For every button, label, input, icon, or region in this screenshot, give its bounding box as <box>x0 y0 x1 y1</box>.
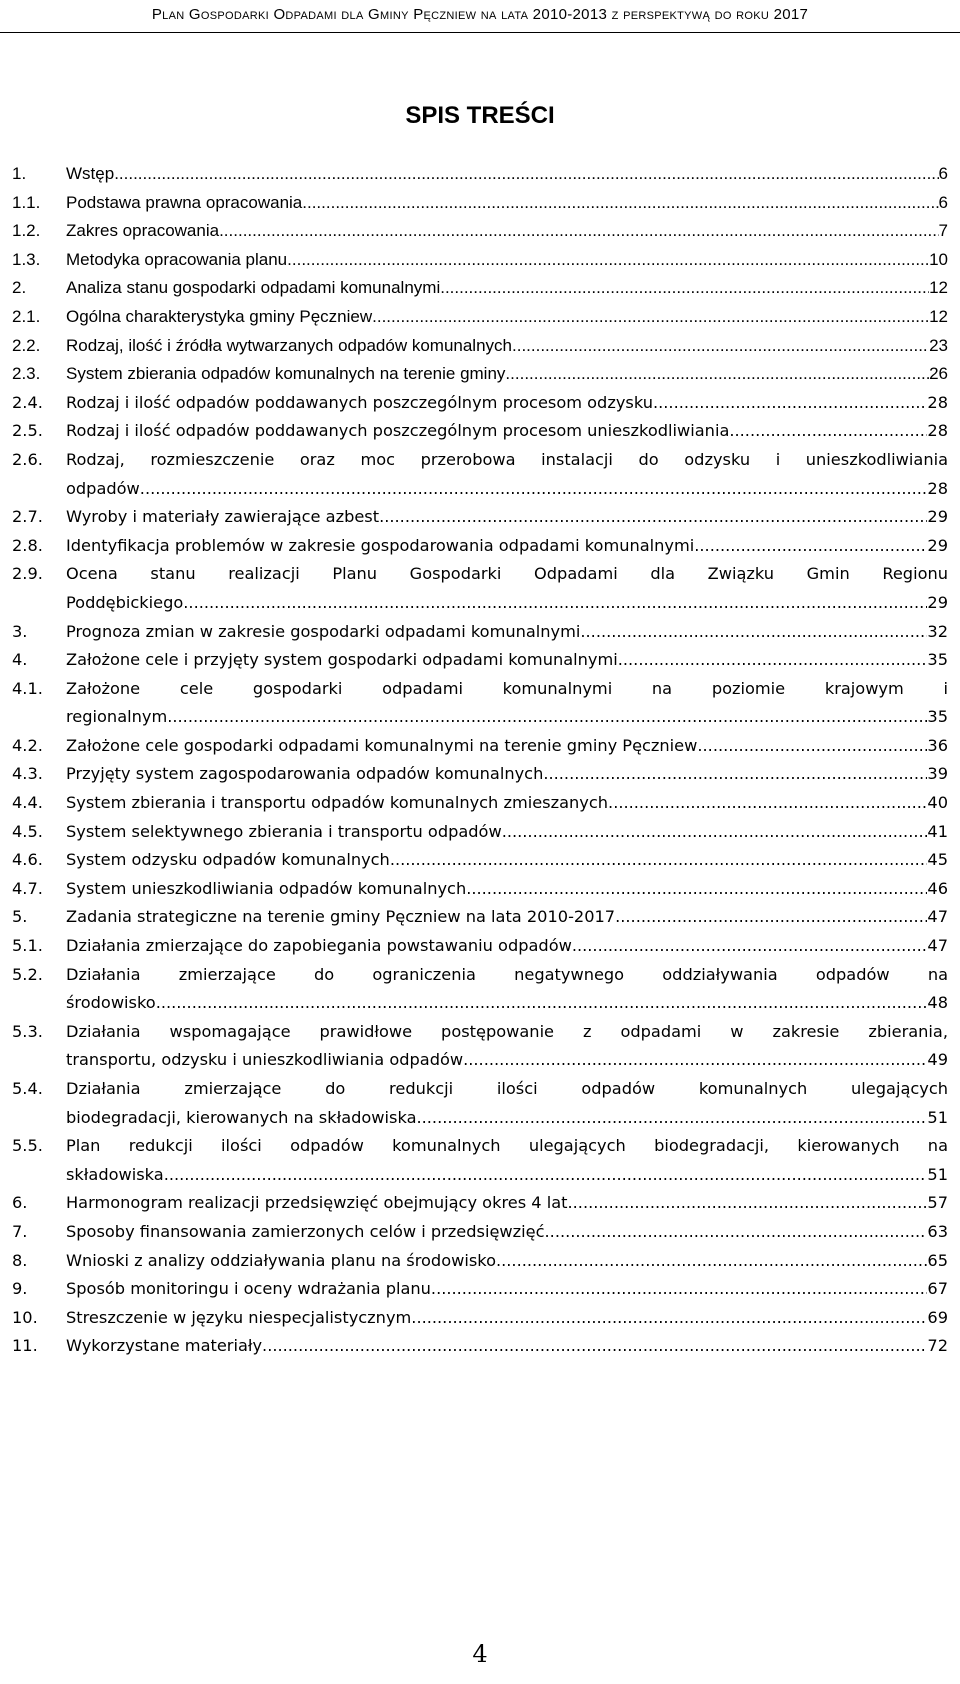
dot-leader <box>466 875 927 904</box>
dot-leader <box>379 503 927 532</box>
toc-entry-title: Działania wspomagające prawidłowe postępowanie z odpadami w zakresie zbierania, <box>66 1021 948 1041</box>
toc-entry-title-continued: transportu, odzysku i unieszkodliwiania odpadów <box>66 1050 464 1070</box>
toc-entry-title: Podstawa prawna opracowania <box>66 192 303 212</box>
toc-entry-page: 23 <box>929 335 948 355</box>
toc-entry-title: Ocena stanu realizacji Planu Gospodarki Odpadami dla Związku Gmin Regionu <box>66 564 948 584</box>
toc-entry-page: 35 <box>927 707 948 727</box>
toc-entry-number: 9. <box>12 1279 28 1299</box>
dot-leader <box>302 189 938 218</box>
toc-entry-number: 5. <box>12 907 28 927</box>
toc-entry-title: Założone cele gospodarki odpadami komunalnymi na terenie gminy Pęczniew <box>66 735 698 755</box>
dot-leader <box>440 274 929 303</box>
dot-leader <box>372 303 929 332</box>
toc-entry-page: 6 <box>938 192 948 212</box>
toc-entry[interactable] <box>12 189 948 218</box>
dot-leader <box>618 646 928 675</box>
toc-entry-number: 1.1. <box>12 192 41 212</box>
toc-entry-title: Wyroby i materiały zawierające azbest <box>66 507 380 527</box>
dot-leader <box>505 360 929 389</box>
toc-entry[interactable] <box>12 1304 948 1333</box>
toc-entry-title: Założone cele i przyjęty system gospodarki odpadami komunalnymi <box>66 650 618 670</box>
toc-entry-number: 2.1. <box>12 306 41 326</box>
toc-entry[interactable] <box>12 760 948 789</box>
toc-entry-title: Działania zmierzające do redukcji ilości odpadów komunalnych ulegających <box>66 1079 948 1098</box>
toc-entry-page: 12 <box>929 306 948 326</box>
toc-entry-page: 29 <box>927 535 948 555</box>
dot-leader <box>417 1104 928 1133</box>
toc-entry-number: 2.4. <box>12 392 43 412</box>
toc-entry[interactable] <box>12 446 948 503</box>
toc-entry[interactable] <box>12 646 948 675</box>
toc-entry-page: 29 <box>927 592 948 612</box>
toc-entry-title: Analiza stanu gospodarki odpadami komunalnymi <box>66 278 441 298</box>
dot-leader <box>262 1332 927 1361</box>
toc-entry-title: Wykorzystane materiały <box>66 1336 263 1356</box>
toc-entry-number: 2.9. <box>12 564 43 584</box>
dot-leader <box>543 760 927 789</box>
toc-title: SPIS TREŚCI <box>405 102 555 129</box>
toc-entry-page: 36 <box>927 735 948 755</box>
toc-entry-page: 51 <box>927 1107 948 1127</box>
toc-entry-title: System unieszkodliwiania odpadów komunalnych <box>66 878 467 898</box>
toc-entry-number: 4.2. <box>12 735 43 755</box>
toc-entry[interactable] <box>12 217 948 246</box>
toc-entry-number: 4.1. <box>12 678 43 698</box>
dot-leader <box>729 417 927 446</box>
dot-leader <box>608 789 927 818</box>
toc-entry-page: 39 <box>927 764 948 784</box>
dot-leader <box>431 1275 927 1304</box>
toc-entry[interactable] <box>12 1275 948 1304</box>
dot-leader <box>572 932 928 961</box>
toc-entry-page: 26 <box>929 364 948 384</box>
table-of-contents <box>12 160 948 1361</box>
toc-entry[interactable] <box>12 1132 948 1189</box>
toc-entry[interactable] <box>12 503 948 532</box>
toc-entry-number: 4.3. <box>12 764 43 784</box>
toc-entry-title: Działania zmierzające do ograniczenia negatywnego oddziaływania odpadów na <box>66 964 948 984</box>
dot-leader <box>463 1046 927 1075</box>
dot-leader <box>615 903 927 932</box>
dot-leader <box>287 246 929 275</box>
running-header: Plan Gospodarki Odpadami dla Gminy Pęczniew na lata 2010-2013 z perspektywą do roku 2017 <box>151 6 809 23</box>
toc-entry[interactable] <box>12 675 948 732</box>
toc-entry-page: 57 <box>927 1193 948 1213</box>
toc-entry-number: 4.6. <box>12 850 43 870</box>
toc-entry-title-continued: składowiska <box>66 1164 164 1184</box>
toc-entry-title: Harmonogram realizacji przedsięwzięć obejmujący okres 4 lat <box>66 1193 568 1213</box>
toc-entry-page: 47 <box>927 936 948 956</box>
toc-entry-title-continued: Poddębickiego <box>66 592 184 612</box>
toc-entry-page: 72 <box>927 1336 948 1356</box>
toc-entry-title: Sposoby finansowania zamierzonych celów i przedsięwzięć <box>66 1221 545 1241</box>
toc-entry[interactable] <box>12 932 948 961</box>
toc-entry-title: Działania zmierzające do zapobiegania powstawaniu odpadów <box>66 936 572 956</box>
toc-entry[interactable] <box>12 961 948 1018</box>
page-number: 4 <box>472 1640 488 1668</box>
toc-entry[interactable] <box>12 846 948 875</box>
header-rule <box>0 32 960 33</box>
toc-entry-page: 10 <box>929 249 948 269</box>
toc-entry-number: 4. <box>12 650 28 670</box>
dot-leader <box>167 703 927 732</box>
toc-entry-page: 35 <box>927 650 948 670</box>
toc-entry-number: 8. <box>12 1250 28 1270</box>
toc-entry[interactable] <box>12 417 948 446</box>
toc-entry-title: System zbierania i transportu odpadów komunalnych zmieszanych <box>66 793 609 813</box>
toc-entry[interactable] <box>12 1332 948 1361</box>
toc-entry-title: Rodzaj i ilość odpadów poddawanych poszczególnym procesom unieszkodliwiania <box>66 421 730 441</box>
dot-leader <box>653 389 927 418</box>
toc-entry-title: Ogólna charakterystyka gminy Pęczniew <box>66 306 373 326</box>
dot-leader <box>183 589 927 618</box>
toc-entry-page: 49 <box>927 1050 948 1070</box>
dot-leader <box>568 1189 928 1218</box>
toc-entry-page: 28 <box>927 478 948 498</box>
toc-entry-number: 2.6. <box>12 449 43 469</box>
toc-entry[interactable] <box>12 360 948 389</box>
toc-entry[interactable] <box>12 818 948 847</box>
toc-entry-page: 47 <box>927 907 948 927</box>
toc-entry-title-continued: środowisko <box>66 993 156 1013</box>
toc-entry[interactable] <box>12 1189 948 1218</box>
toc-entry-title: Przyjęty system zagospodarowania odpadów komunalnych <box>66 764 544 784</box>
toc-entry-page: 63 <box>927 1221 948 1241</box>
toc-entry-page: 69 <box>927 1307 948 1327</box>
toc-entry-page: 28 <box>927 392 948 412</box>
toc-entry-title-continued: biodegradacji, kierowanych na składowiska <box>66 1107 417 1127</box>
toc-entry-number: 2.7. <box>12 507 43 527</box>
toc-entry-number: 5.1. <box>12 936 43 956</box>
toc-entry-number: 6. <box>12 1193 28 1213</box>
toc-entry[interactable] <box>12 903 948 932</box>
dot-leader <box>164 1161 928 1190</box>
toc-entry-number: 5.5. <box>12 1136 43 1156</box>
toc-entry-number: 4.5. <box>12 821 43 841</box>
toc-entry-page: 32 <box>927 621 948 641</box>
toc-entry-title: Metodyka opracowania planu <box>66 249 288 269</box>
toc-entry-title: Wnioski z analizy oddziaływania planu na środowisko <box>66 1250 496 1270</box>
dot-leader <box>411 1304 927 1333</box>
toc-entry-title: Identyfikacja problemów w zakresie gospodarowania odpadami komunalnymi <box>66 535 695 555</box>
toc-entry-number: 5.3. <box>12 1021 43 1041</box>
toc-entry-number: 11. <box>12 1336 38 1356</box>
toc-entry-page: 7 <box>938 221 948 241</box>
toc-entry-page: 46 <box>927 878 948 898</box>
toc-entry-page: 40 <box>927 793 948 813</box>
toc-entry-title: Rodzaj, ilość i źródła wytwarzanych odpadów komunalnych <box>66 335 512 355</box>
dot-leader <box>156 989 928 1018</box>
toc-entry-number: 1.3. <box>12 249 41 269</box>
toc-entry-title: Prognoza zmian w zakresie gospodarki odpadami komunalnymi <box>66 621 581 641</box>
toc-entry[interactable] <box>12 1218 948 1247</box>
toc-entry-title: Założone cele gospodarki odpadami komunalnymi na poziomie krajowym i <box>66 678 948 698</box>
toc-entry-title: Zakres opracowania <box>66 221 220 241</box>
dot-leader <box>496 1247 927 1276</box>
dot-leader <box>694 532 927 561</box>
toc-entry-number: 5.4. <box>12 1079 43 1098</box>
toc-entry[interactable] <box>12 618 948 647</box>
toc-entry-title: Wstęp <box>66 164 115 183</box>
toc-entry-title: Sposób monitoringu i oceny wdrażania planu <box>66 1279 431 1299</box>
toc-entry[interactable] <box>12 1075 948 1132</box>
toc-entry-title-continued: regionalnym <box>66 707 168 727</box>
dot-leader <box>697 732 927 761</box>
toc-entry-title: Zadania strategiczne na terenie gminy Pęczniew na lata 2010-2017 <box>66 907 616 927</box>
toc-entry[interactable] <box>12 1247 948 1276</box>
toc-entry-title: Streszczenie w języku niespecjalistycznym <box>66 1307 412 1327</box>
toc-entry[interactable] <box>12 274 948 303</box>
toc-entry-title: System zbierania odpadów komunalnych na terenie gminy <box>66 364 506 384</box>
toc-entry[interactable] <box>12 332 948 361</box>
toc-entry[interactable] <box>12 875 948 904</box>
toc-entry-page: 67 <box>927 1279 948 1299</box>
dot-leader <box>140 475 928 504</box>
toc-entry-number: 10. <box>12 1307 38 1327</box>
toc-entry-title: Rodzaj i ilość odpadów poddawanych poszczególnym procesom odzysku <box>66 392 653 412</box>
toc-entry[interactable] <box>12 1018 948 1075</box>
toc-entry[interactable] <box>12 303 948 332</box>
toc-entry[interactable] <box>12 532 948 561</box>
toc-entry-page: 6 <box>938 164 948 183</box>
toc-entry-number: 2.2. <box>12 335 41 355</box>
toc-entry-page: 65 <box>927 1250 948 1270</box>
toc-entry[interactable] <box>12 389 948 418</box>
toc-entry-page: 12 <box>929 278 948 298</box>
toc-entry-number: 5.2. <box>12 964 43 984</box>
toc-entry-number: 2.5. <box>12 421 43 441</box>
dot-leader <box>545 1218 928 1247</box>
toc-entry-number: 2.3. <box>12 364 41 384</box>
toc-entry-number: 1. <box>12 164 27 183</box>
toc-entry-number: 1.2. <box>12 221 41 241</box>
toc-entry[interactable] <box>12 246 948 275</box>
toc-entry-title: System selektywnego zbierania i transportu odpadów <box>66 821 502 841</box>
toc-entry[interactable] <box>12 732 948 761</box>
toc-entry-title: Rodzaj, rozmieszczenie oraz moc przerobowa instalacji do odzysku i unieszkodliwiania <box>66 449 948 469</box>
dot-leader <box>114 160 938 189</box>
toc-entry-title: Plan redukcji ilości odpadów komunalnych ulegających biodegradacji, kierowanych na <box>66 1136 948 1156</box>
toc-entry-title-continued: odpadów <box>66 478 140 498</box>
toc-entry-number: 2.8. <box>12 535 43 555</box>
dot-leader <box>512 332 929 361</box>
toc-entry-number: 7. <box>12 1221 28 1241</box>
dot-leader <box>219 217 938 246</box>
toc-entry-page: 29 <box>927 507 948 527</box>
toc-entry-page: 45 <box>927 850 948 870</box>
dot-leader <box>580 618 927 647</box>
toc-entry-page: 51 <box>927 1164 948 1184</box>
toc-entry[interactable] <box>12 160 948 189</box>
toc-entry[interactable] <box>12 560 948 617</box>
toc-entry-page: 41 <box>927 821 948 841</box>
toc-entry-number: 4.4. <box>12 793 43 813</box>
dot-leader <box>390 846 928 875</box>
toc-entry-page: 48 <box>927 993 948 1013</box>
toc-entry-title: System odzysku odpadów komunalnych <box>66 850 390 870</box>
toc-entry[interactable] <box>12 789 948 818</box>
dot-leader <box>502 818 928 847</box>
toc-entry-page: 28 <box>927 421 948 441</box>
toc-entry-number: 2. <box>12 278 27 298</box>
toc-entry-number: 4.7. <box>12 878 43 898</box>
toc-entry-number: 3. <box>12 621 28 641</box>
